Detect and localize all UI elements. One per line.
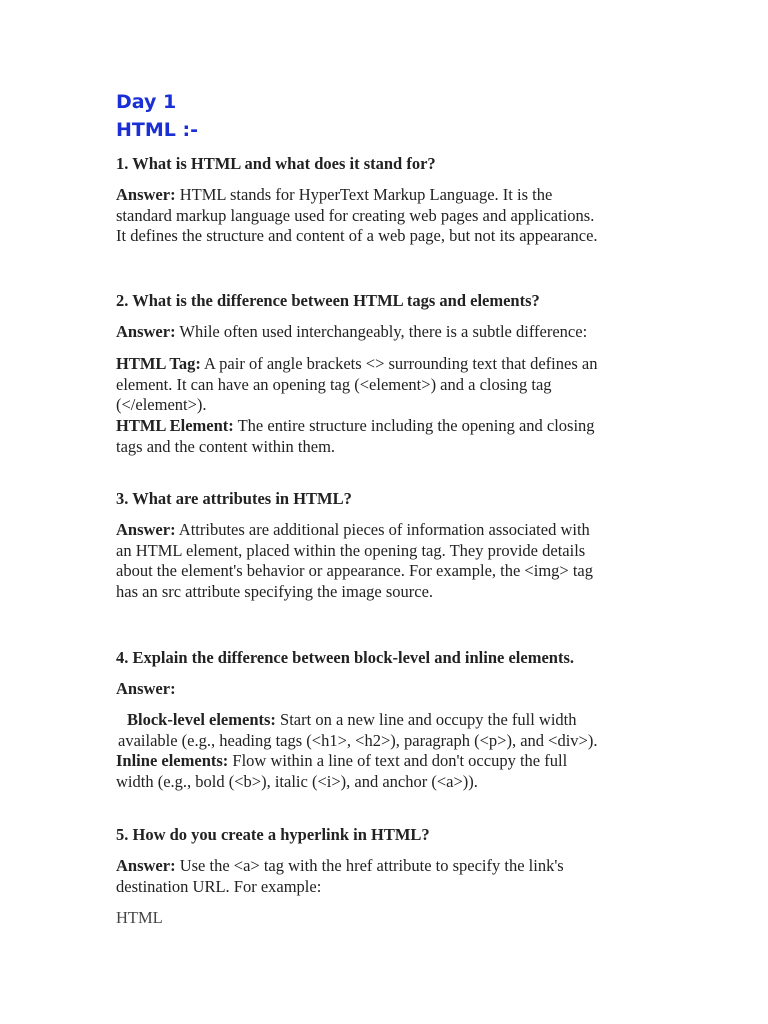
html-tag-definition (116, 354, 661, 458)
answer-4-label (116, 679, 661, 700)
answer-text: standard markup language used for creating web pages and applications. (116, 205, 595, 225)
answer-label: Answer: (116, 679, 176, 698)
topic-heading: HTML :- (116, 119, 198, 141)
definition-text: (</element>). (116, 395, 207, 415)
definition-text: Start on a new line and occupy the full width (275, 710, 577, 729)
definition-text: Flow within a line of text and don't occupy the full (228, 751, 568, 771)
definition-text: element. It can have an opening tag (<element>) and a closing tag (116, 374, 552, 394)
question-1: 1. What is HTML and what does it stand for? (116, 154, 436, 173)
definition-text: available (e.g., heading tags (<h1>, <h2>), paragraph (<p>), and <div>). (118, 730, 598, 750)
block-inline-definitions (116, 710, 661, 793)
answer-text: Attributes are additional pieces of information associated with (175, 520, 590, 539)
question-3: 3. What are attributes in HTML? (116, 489, 352, 508)
question-4: 4. Explain the difference between block-level and inline elements. (116, 648, 574, 667)
answer-text: destination URL. For example: (116, 876, 322, 896)
inline-label: Inline elements: (116, 751, 229, 771)
answer-label: Answer: (116, 520, 176, 539)
answer-text: While often used interchangeably, there is a subtle difference: (175, 322, 588, 341)
definition-text: width (e.g., bold (<b>), italic (<i>), and anchor (<a>)). (116, 772, 478, 792)
answer-1 (116, 185, 661, 247)
answer-text: It defines the structure and content of a web page, but not its appearance. (116, 226, 598, 246)
answer-label: Answer: (116, 322, 176, 341)
answer-2 (116, 322, 661, 343)
answer-text: has an src attribute specifying the image source. (116, 582, 434, 602)
answer-5 (116, 856, 661, 897)
question-2: 2. What is the difference between HTML tags and elements? (116, 291, 540, 310)
code-language-label: HTML (116, 908, 163, 927)
day-heading: Day 1 (116, 91, 177, 113)
answer-3 (116, 520, 661, 603)
answer-label: Answer: (116, 185, 176, 204)
html-element-label: HTML Element: (116, 416, 234, 436)
html-tag-label: HTML Tag: (116, 354, 201, 373)
answer-label: Answer: (116, 856, 176, 875)
definition-text: A pair of angle brackets <> surrounding text that defines an (200, 354, 598, 373)
answer-text: about the element's behavior or appearance. For example, the <img> tag (116, 561, 593, 581)
block-level-label: Block-level elements: (127, 710, 276, 729)
question-5: 5. How do you create a hyperlink in HTML? (116, 825, 430, 844)
answer-text: HTML stands for HyperText Markup Language. It is the (175, 185, 553, 204)
definition-text: The entire structure including the opening and closing (233, 416, 595, 436)
answer-text: an HTML element, placed within the opening tag. They provide details (116, 540, 586, 560)
definition-text: tags and the content within them. (116, 436, 336, 456)
answer-text: Use the <a> tag with the href attribute to specify the link's (175, 856, 564, 875)
